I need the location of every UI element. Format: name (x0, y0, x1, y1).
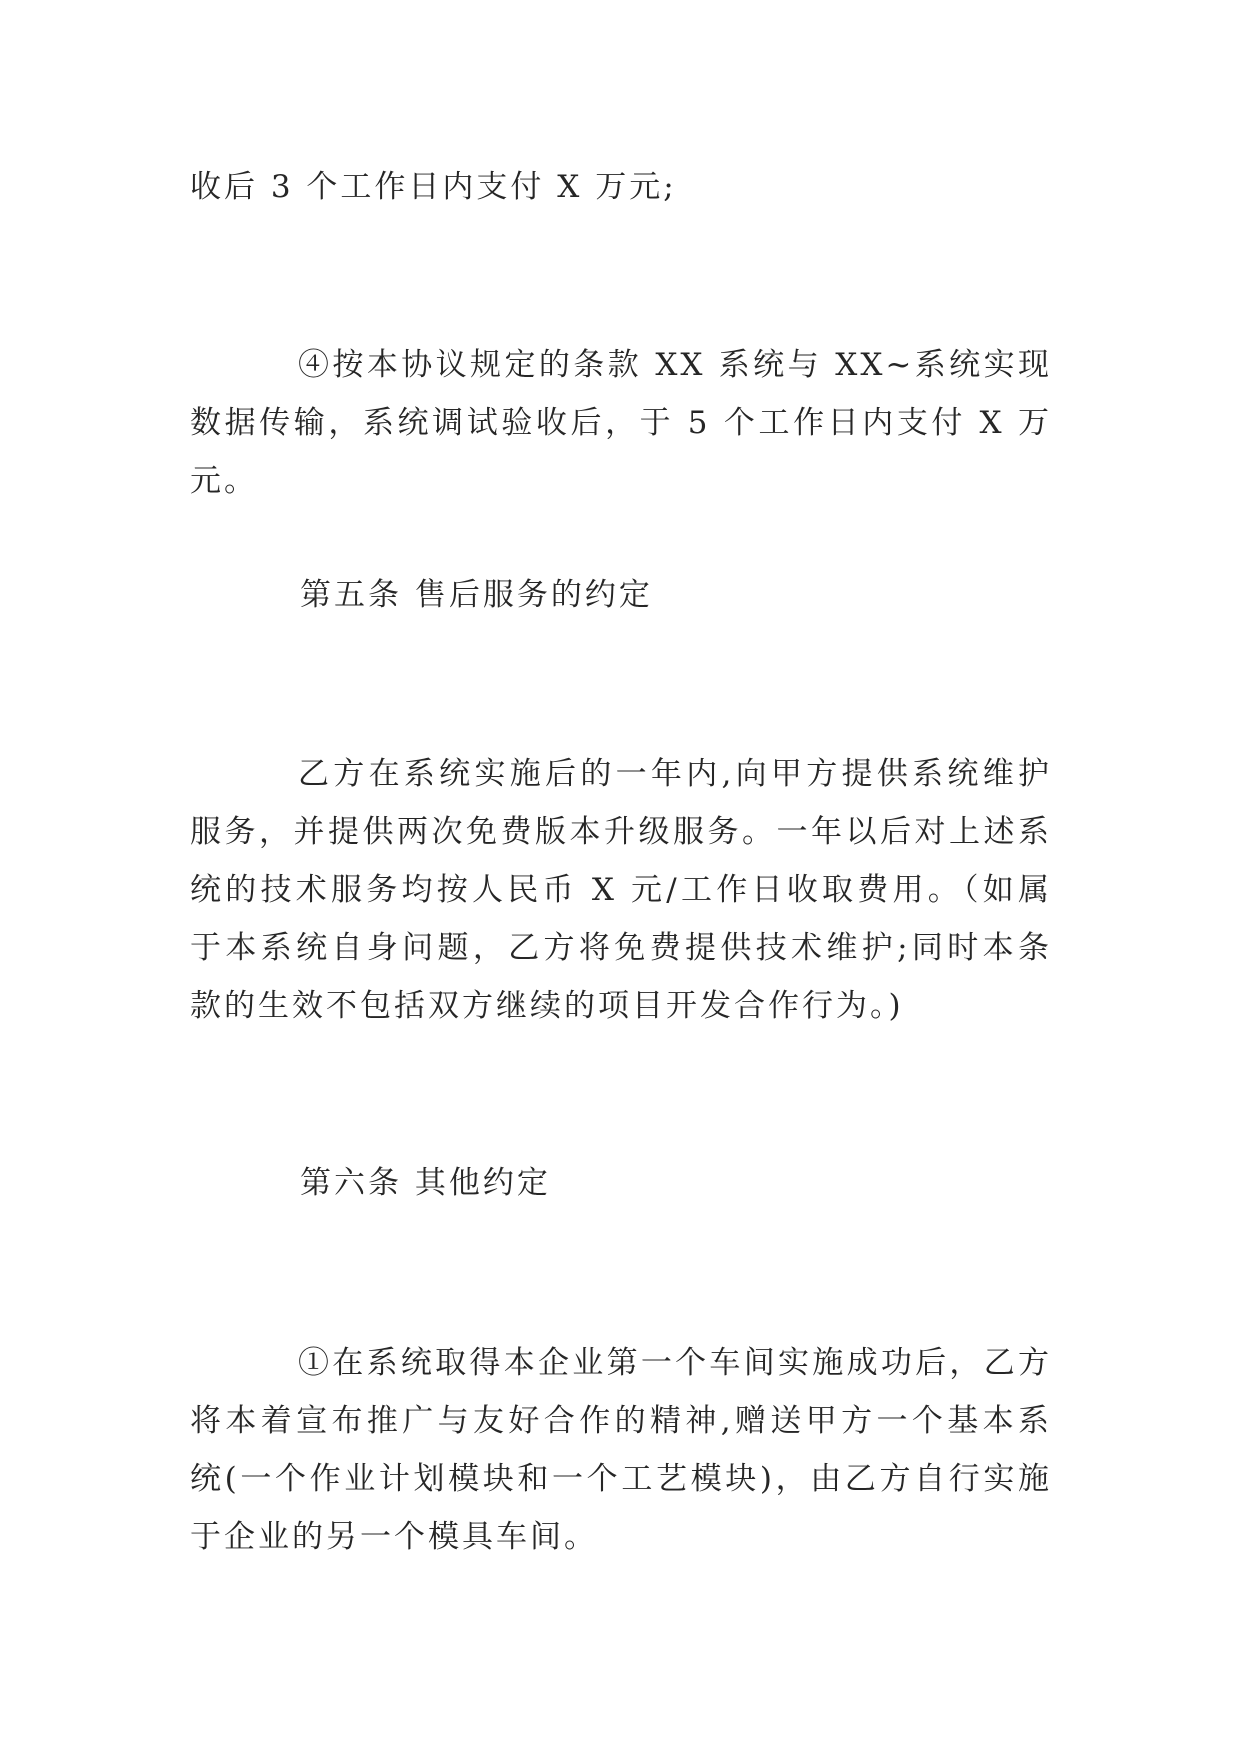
payment-item-4: ④按本协议规定的条款 XX 系统与 XX~系统实现数据传输，系统调试验收后，于 5 个工作日内支付 X 万元。 (190, 347, 1052, 499)
payment-continuation-line: 收后 3 个工作日内支付 X 万元; (190, 169, 677, 205)
article-5-heading: 第五条 售后服务的约定 (300, 577, 653, 613)
article-6-item-1: ①在系统取得本企业第一个车间实施成功后，乙方将本着宣布推广与友好合作的精神,赠送甲方一个基本系统(一个作业计划模块和一个工艺模块)，由乙方自行实施于企业的另一个模具车间。 (190, 1345, 1052, 1555)
article-6-heading: 第六条 其他约定 (300, 1165, 551, 1201)
article-5-body: 乙方在系统实施后的一年内,向甲方提供系统维护服务，并提供两次免费版本升级服务。一年以后对上述系统的技术服务均按人民币 X 元/工作日收取费用。（如属于本系统自身问题，乙方将免费提供技术维护;同时本条款的生效不包括双方继续的项目开发合作行为。) (190, 756, 1052, 1024)
